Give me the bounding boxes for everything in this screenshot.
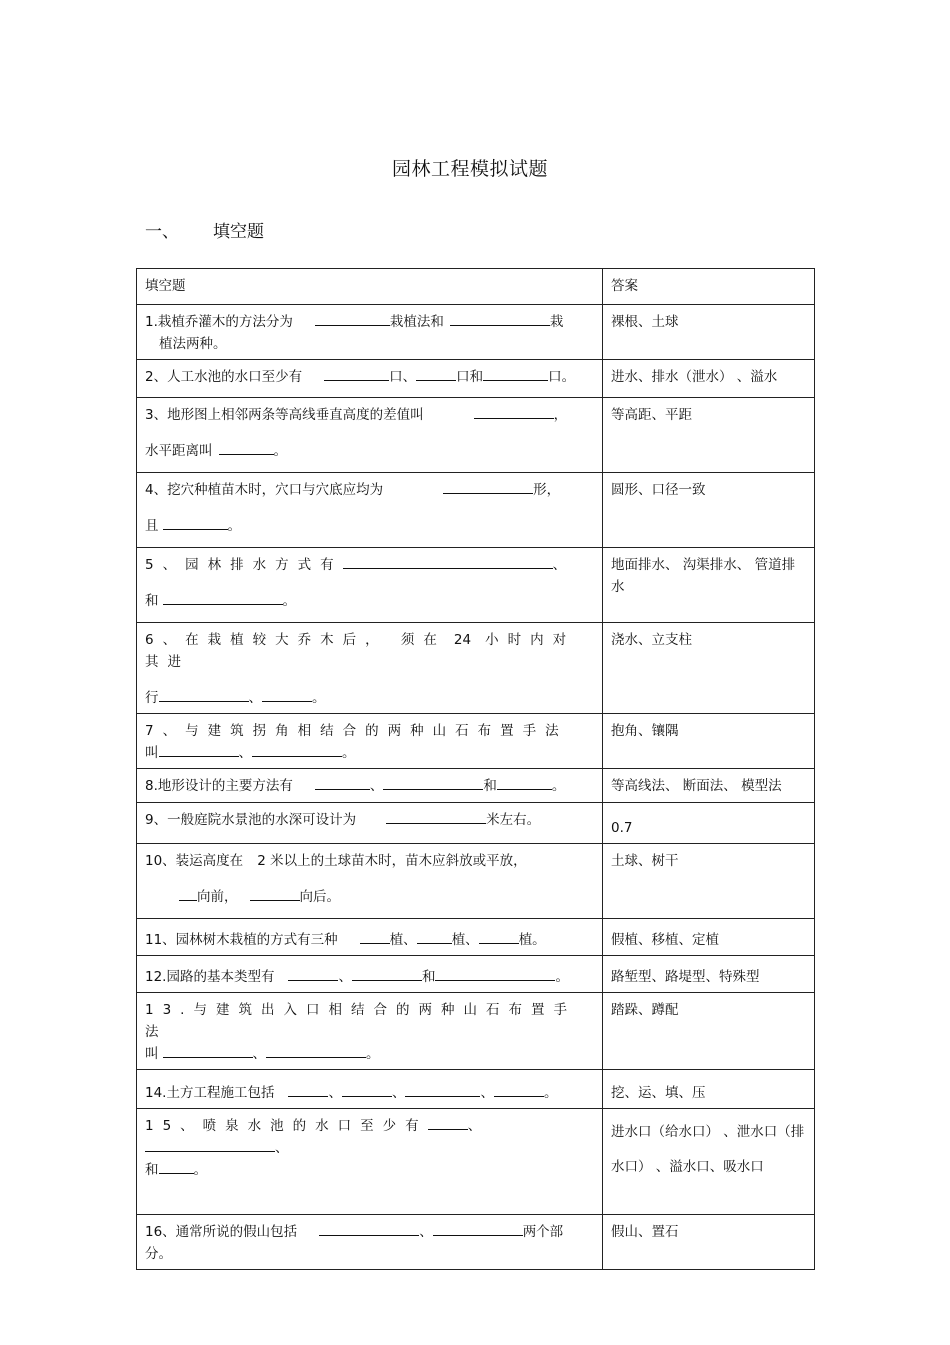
- blank: [342, 1082, 392, 1097]
- table-row: [137, 305, 815, 360]
- answer-cell: 假植、移植、定植: [603, 919, 815, 956]
- table-row: [137, 1109, 815, 1215]
- blank: [417, 929, 452, 944]
- answer-cell: 进水、排水（泄水） 、溢水: [603, 360, 815, 398]
- answer-cell: 等高距、平距: [603, 398, 815, 473]
- question-cell: 15、喷泉水池的水口至少有 、、 和 。: [137, 1109, 603, 1215]
- section-heading: [145, 217, 264, 242]
- blank: [405, 1082, 480, 1097]
- blank: [416, 366, 456, 381]
- blank: [386, 809, 486, 824]
- table-row: [137, 623, 815, 714]
- blank: [163, 1043, 253, 1058]
- blank: [433, 1221, 523, 1236]
- question-cell: 1.栽植乔灌木的方法分为 栽植法和 栽 植法两种。: [137, 305, 603, 360]
- blank: [383, 775, 483, 790]
- table-row: [137, 919, 815, 956]
- table-row: [137, 714, 815, 769]
- question-cell: 4、挖穴种植苗木时，穴口与穴底应均为 形， 且 。: [137, 473, 603, 548]
- blank: [324, 366, 389, 381]
- question-cell: 12.园路的基本类型有 、 和 。: [137, 956, 603, 993]
- question-cell: 16、通常所说的假山包括 、 两个部 分。: [137, 1215, 603, 1270]
- answer-cell: 0.7: [603, 803, 815, 844]
- table-row: [137, 548, 815, 623]
- answer-cell: 假山、置石: [603, 1215, 815, 1270]
- blank: [315, 311, 390, 326]
- question-cell: 2、人工水池的水口至少有 口、 口和 口。: [137, 360, 603, 398]
- question-cell: 7、与建筑拐角相结合的两种山石布置手法 叫 、 。: [137, 714, 603, 769]
- blank: [435, 966, 555, 981]
- table-row: [137, 803, 815, 844]
- blank: [262, 687, 312, 702]
- answer-cell: 等高线法、 断面法、 模型法: [603, 769, 815, 803]
- blank: [145, 1137, 275, 1152]
- table-row: [137, 360, 815, 398]
- fill-blank-table: [136, 268, 815, 1270]
- table-row: [137, 473, 815, 548]
- blank: [159, 742, 239, 757]
- blank: [315, 775, 370, 790]
- answer-cell: 进水口（给水口） 、泄水口（排水口） 、溢水口、吸水口: [603, 1109, 815, 1215]
- blank: [428, 1115, 468, 1130]
- blank: [266, 1043, 366, 1058]
- blank: [319, 1221, 419, 1236]
- answer-cell: 圆形、口径一致: [603, 473, 815, 548]
- blank: [343, 554, 553, 569]
- answer-cell: 挖、运、填、压: [603, 1070, 815, 1109]
- blank: [252, 742, 342, 757]
- blank: [179, 886, 197, 901]
- blank: [450, 311, 550, 326]
- question-cell: 5、园林排水方式有 、 和 。: [137, 548, 603, 623]
- blank: [163, 515, 228, 530]
- blank: [288, 966, 338, 981]
- blank: [159, 1159, 194, 1174]
- question-column-header: 填空题: [137, 269, 603, 305]
- answer-cell: 路堑型、路堤型、特殊型: [603, 956, 815, 993]
- blank: [352, 966, 422, 981]
- blank: [163, 590, 283, 605]
- blank: [483, 366, 548, 381]
- question-cell: 9、一般庭院水景池的水深可设计为 米左右。: [137, 803, 603, 844]
- question-cell: 14.土方工程施工包括 、 、 、 。: [137, 1070, 603, 1109]
- blank: [250, 886, 300, 901]
- table-row: [137, 1070, 815, 1109]
- blank: [497, 775, 552, 790]
- answer-cell: 地面排水、 沟渠排水、 管道排水: [603, 548, 815, 623]
- table-row: [137, 844, 815, 919]
- answer-cell: 裸根、土球: [603, 305, 815, 360]
- table-row: [137, 956, 815, 993]
- blank: [159, 687, 249, 702]
- page-title: 园林工程模拟试题: [391, 158, 548, 180]
- blank: [443, 479, 533, 494]
- section-label: 填空题: [213, 222, 264, 242]
- question-cell: 8.地形设计的主要方法有 、 和 。: [137, 769, 603, 803]
- question-cell: 11、园林树木栽植的方式有三种 植、 植、 植。: [137, 919, 603, 956]
- answer-cell: 土球、树干: [603, 844, 815, 919]
- question-cell: 13.与建筑出入口相结合的两种山石布置手法 叫 、 。: [137, 993, 603, 1070]
- blank: [219, 440, 274, 455]
- answer-column-header: 答案: [603, 269, 815, 305]
- blank: [479, 929, 519, 944]
- question-cell: 6、在栽植较大乔木后， 须在 24 小时内对其进 行 、 。: [137, 623, 603, 714]
- answer-cell: 抱角、镶隅: [603, 714, 815, 769]
- table-row: [137, 1215, 815, 1270]
- table-row: [137, 769, 815, 803]
- section-number: 一、: [145, 222, 179, 242]
- question-cell: 3、地形图上相邻两条等高线垂直高度的差值叫 ， 水平距离叫 。: [137, 398, 603, 473]
- table-row: [137, 398, 815, 473]
- blank: [474, 404, 554, 419]
- table-header-row: [137, 269, 815, 305]
- blank: [360, 929, 390, 944]
- answer-cell: 踏跺、蹲配: [603, 993, 815, 1070]
- blank: [288, 1082, 328, 1097]
- blank: [494, 1082, 544, 1097]
- table-row: [137, 993, 815, 1070]
- answer-cell: 浇水、立支柱: [603, 623, 815, 714]
- question-cell: 10、装运高度在 2 米以上的土球苗木时，苗木应斜放或平放， 向前， 向后。: [137, 844, 603, 919]
